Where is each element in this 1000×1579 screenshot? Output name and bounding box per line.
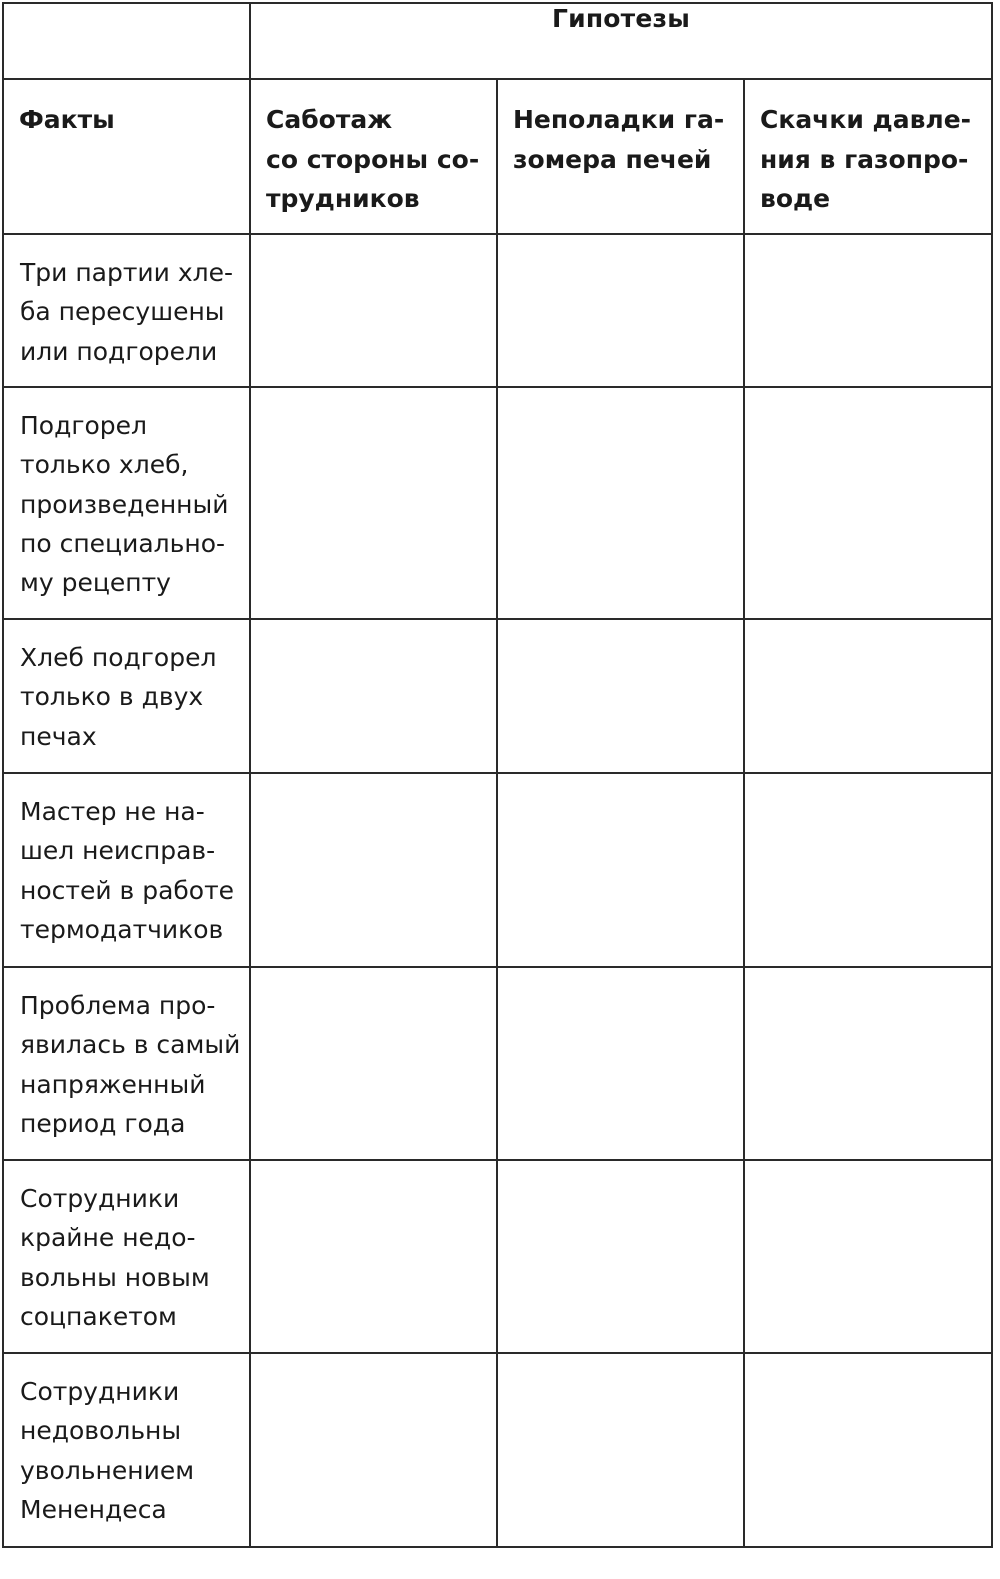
facts-column-header [3, 79, 250, 234]
hypothesis-label: Неполадки га- зомера печей [513, 105, 725, 174]
table-cell [744, 234, 992, 387]
fact-text: Проблема про- явилась в самый напряженный период года [20, 991, 241, 1138]
table-cell [250, 1353, 497, 1547]
table-cell [744, 1160, 992, 1353]
table-cell [497, 619, 744, 773]
facts-header-label: Факты [19, 105, 115, 134]
table-cell [250, 619, 497, 773]
fact-cell [3, 619, 250, 773]
table-row [3, 619, 992, 773]
hypothesis-header-pressure [744, 79, 992, 234]
table-row [3, 234, 992, 387]
table-cell [250, 967, 497, 1160]
fact-text: Три партии хле- ба пересушены или подгорели [20, 258, 234, 366]
hypothesis-header-gas-meter [497, 79, 744, 234]
table-row [3, 387, 992, 619]
fact-cell [3, 1353, 250, 1547]
fact-text: Сотрудники недовольны увольнением Менендеса [20, 1377, 195, 1524]
fact-text: Хлеб подгорел только в двух печах [20, 643, 217, 751]
column-header-row [3, 79, 992, 234]
table-cell [497, 967, 744, 1160]
hypothesis-header-sabotage [250, 79, 497, 234]
table-cell [250, 773, 497, 967]
table-cell [744, 773, 992, 967]
table-row [3, 773, 992, 967]
table-cell [497, 773, 744, 967]
fact-text: Мастер не на- шел неисправ- ностей в работе термодатчиков [20, 797, 235, 944]
table-cell [250, 387, 497, 619]
blank-corner-cell [3, 3, 250, 79]
fact-text: Подгорел только хлеб, произведенный по специально- му рецепту [20, 411, 229, 598]
fact-cell [3, 1160, 250, 1353]
fact-text: Сотрудники крайне недо- вольны новым соцпакетом [20, 1184, 210, 1331]
table-row [3, 967, 992, 1160]
table-cell [744, 387, 992, 619]
facts-hypotheses-table [2, 2, 993, 1548]
table-row [3, 1160, 992, 1353]
fact-cell [3, 387, 250, 619]
table-cell [497, 234, 744, 387]
fact-cell [3, 234, 250, 387]
table-cell [497, 1160, 744, 1353]
table-row [3, 1353, 992, 1547]
hypotheses-title-row [3, 3, 992, 79]
hypothesis-label: Скачки давле- ния в газопро- воде [760, 105, 972, 213]
table-cell [497, 1353, 744, 1547]
hypothesis-label: Саботаж со стороны со- трудников [266, 105, 480, 213]
hypotheses-title: Гипотезы [250, 3, 992, 79]
table-cell [744, 1353, 992, 1547]
table-cell [250, 234, 497, 387]
fact-cell [3, 773, 250, 967]
table-cell [250, 1160, 497, 1353]
fact-cell [3, 967, 250, 1160]
table-cell [497, 387, 744, 619]
table-cell [744, 619, 992, 773]
table-cell [744, 967, 992, 1160]
